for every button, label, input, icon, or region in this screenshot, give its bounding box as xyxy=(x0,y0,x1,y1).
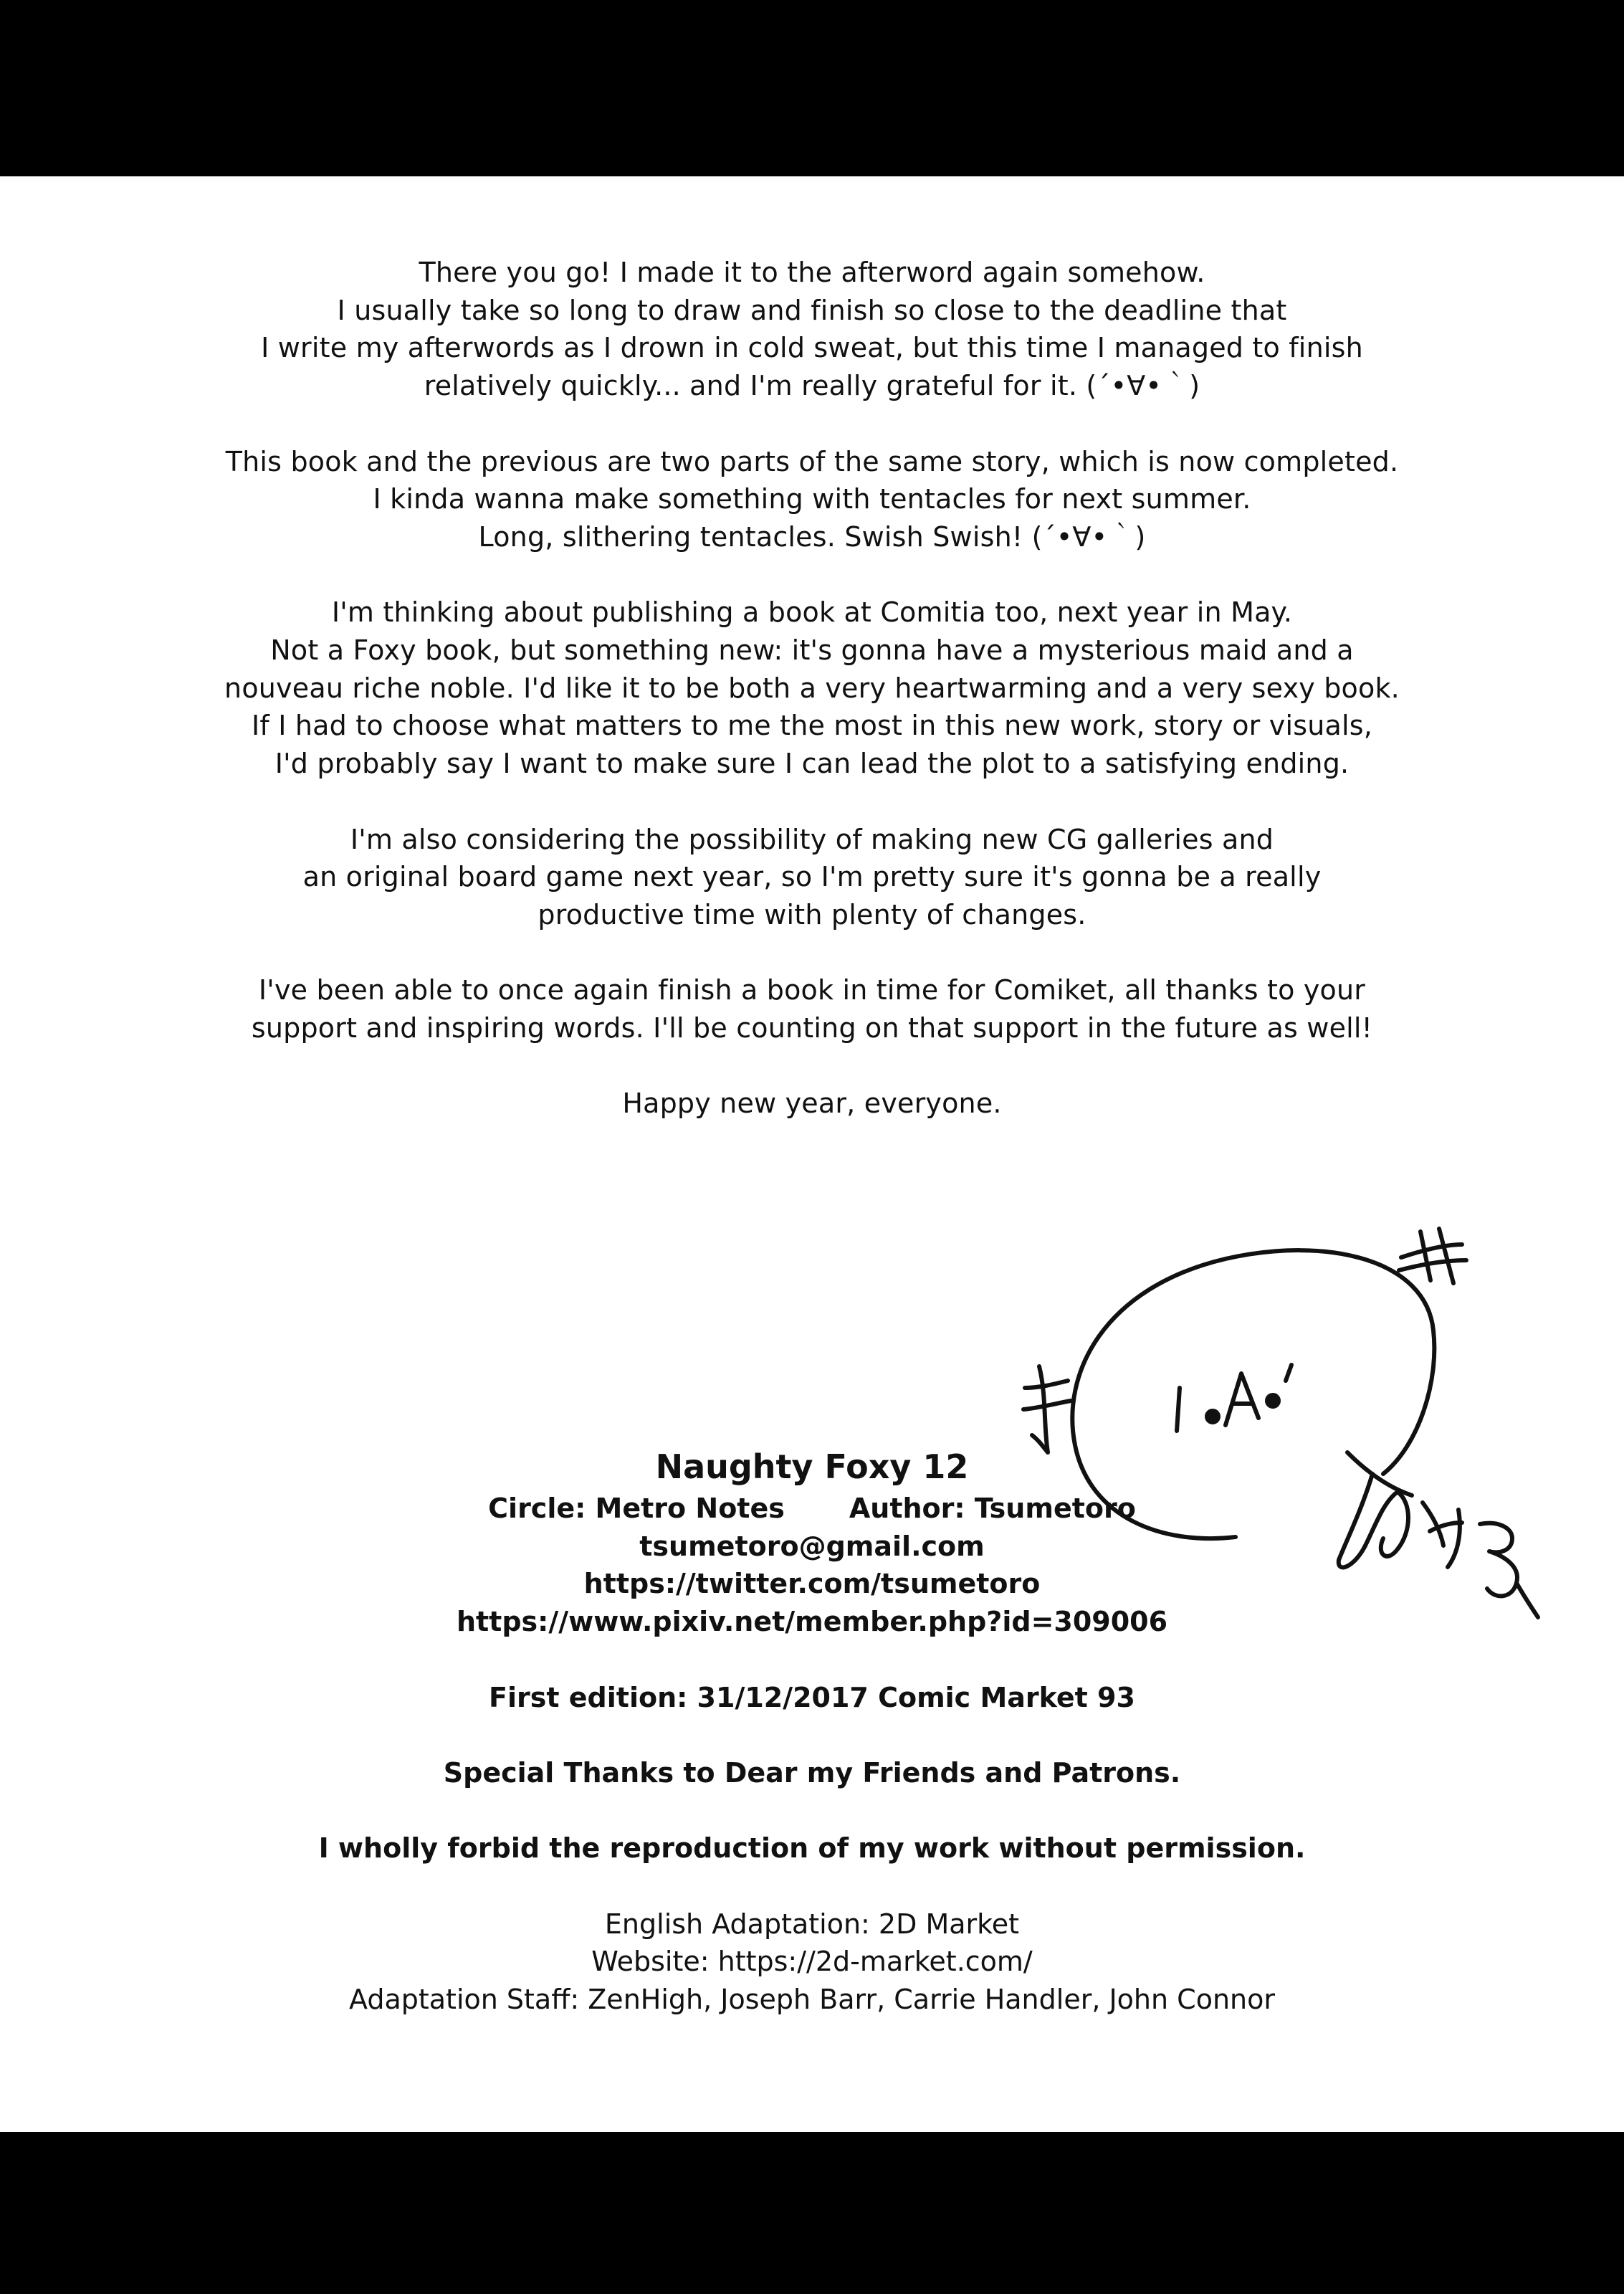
book-title: Naughty Foxy 12 xyxy=(655,1447,969,1486)
contact-email[interactable]: tsumetoro@gmail.com xyxy=(639,1530,985,1562)
afterword-line: Long, slithering tentacles. Swish Swish! (´•∀•｀) xyxy=(478,520,1146,553)
afterword-line: I'd probably say I want to make sure I can lead the plot to a satisfying ending. xyxy=(274,748,1350,780)
afterword-paragraph xyxy=(0,254,1624,405)
afterword-line: I'm also considering the possibility of making new CG galleries and xyxy=(350,823,1274,855)
reproduction-notice: I wholly forbid the reproduction of my work without permission. xyxy=(318,1832,1306,1865)
afterword-line: relatively quickly... and I'm really grateful for it. (´•∀•｀) xyxy=(424,370,1200,402)
afterword-line: nouveau riche noble. I'd like it to be both a very heartwarming and a very sexy book. xyxy=(224,672,1400,704)
adaptation-staff: Adaptation Staff: ZenHigh, Joseph Barr, Carrie Handler, John Connor xyxy=(349,1984,1275,2016)
english-adaptation: English Adaptation: 2D Market xyxy=(604,1908,1020,1940)
top-black-bar xyxy=(0,0,1624,176)
pixiv-link[interactable]: https://www.pixiv.net/member.php?id=309006 xyxy=(456,1606,1168,1638)
afterword-paragraph xyxy=(0,594,1624,783)
afterword-line: I've been able to once again finish a book in time for Comiket, all thanks to your xyxy=(258,974,1366,1006)
afterword-paragraph xyxy=(0,971,1624,1047)
special-thanks: Special Thanks to Dear my Friends and Patrons. xyxy=(443,1756,1181,1789)
afterword-line: I kinda wanna make something with tentacles for next summer. xyxy=(373,483,1251,515)
afterword-line: productive time with plenty of changes. xyxy=(538,898,1086,931)
circle-author-line xyxy=(0,1490,1624,1528)
circle-name: Circle: Metro Notes xyxy=(488,1493,785,1524)
twitter-link[interactable]: https://twitter.com/tsumetoro xyxy=(583,1568,1041,1600)
afterword-line: This book and the previous are two parts of the same story, which is now completed. xyxy=(225,445,1399,477)
afterword-line: Not a Foxy book, but something new: it's gonna have a mysterious maid and a xyxy=(270,634,1354,666)
afterword-paragraph xyxy=(0,821,1624,934)
afterword-line: I usually take so long to draw and finish so close to the deadline that xyxy=(337,294,1287,326)
afterword-page xyxy=(0,176,1624,2132)
afterword-line: If I had to choose what matters to me the most in this new work, story or visuals, xyxy=(251,710,1373,742)
afterword-line: There you go! I made it to the afterword again somehow. xyxy=(419,257,1205,288)
afterword-line: I'm thinking about publishing a book at Comitia too, next year in May. xyxy=(331,596,1293,629)
bottom-black-bar xyxy=(0,2132,1624,2294)
afterword-line: support and inspiring words. I'll be counting on that support in the future as well! xyxy=(251,1012,1373,1044)
afterword-line: I write my afterwords as I drown in cold sweat, but this time I managed to finish xyxy=(261,332,1363,364)
afterword-line: an original board game next year, so I'm pretty sure it's gonna be a really xyxy=(302,861,1322,893)
afterword-line: Happy new year, everyone. xyxy=(622,1087,1002,1120)
website-link[interactable]: Website: https://2d-market.com/ xyxy=(591,1946,1033,1978)
first-edition: First edition: 31/12/2017 Comic Market 93 xyxy=(489,1681,1135,1713)
author-name: Author: Tsumetoro xyxy=(849,1493,1136,1524)
colophon xyxy=(0,1444,1624,2019)
afterword-paragraph xyxy=(0,443,1624,556)
afterword-text xyxy=(0,254,1624,1161)
